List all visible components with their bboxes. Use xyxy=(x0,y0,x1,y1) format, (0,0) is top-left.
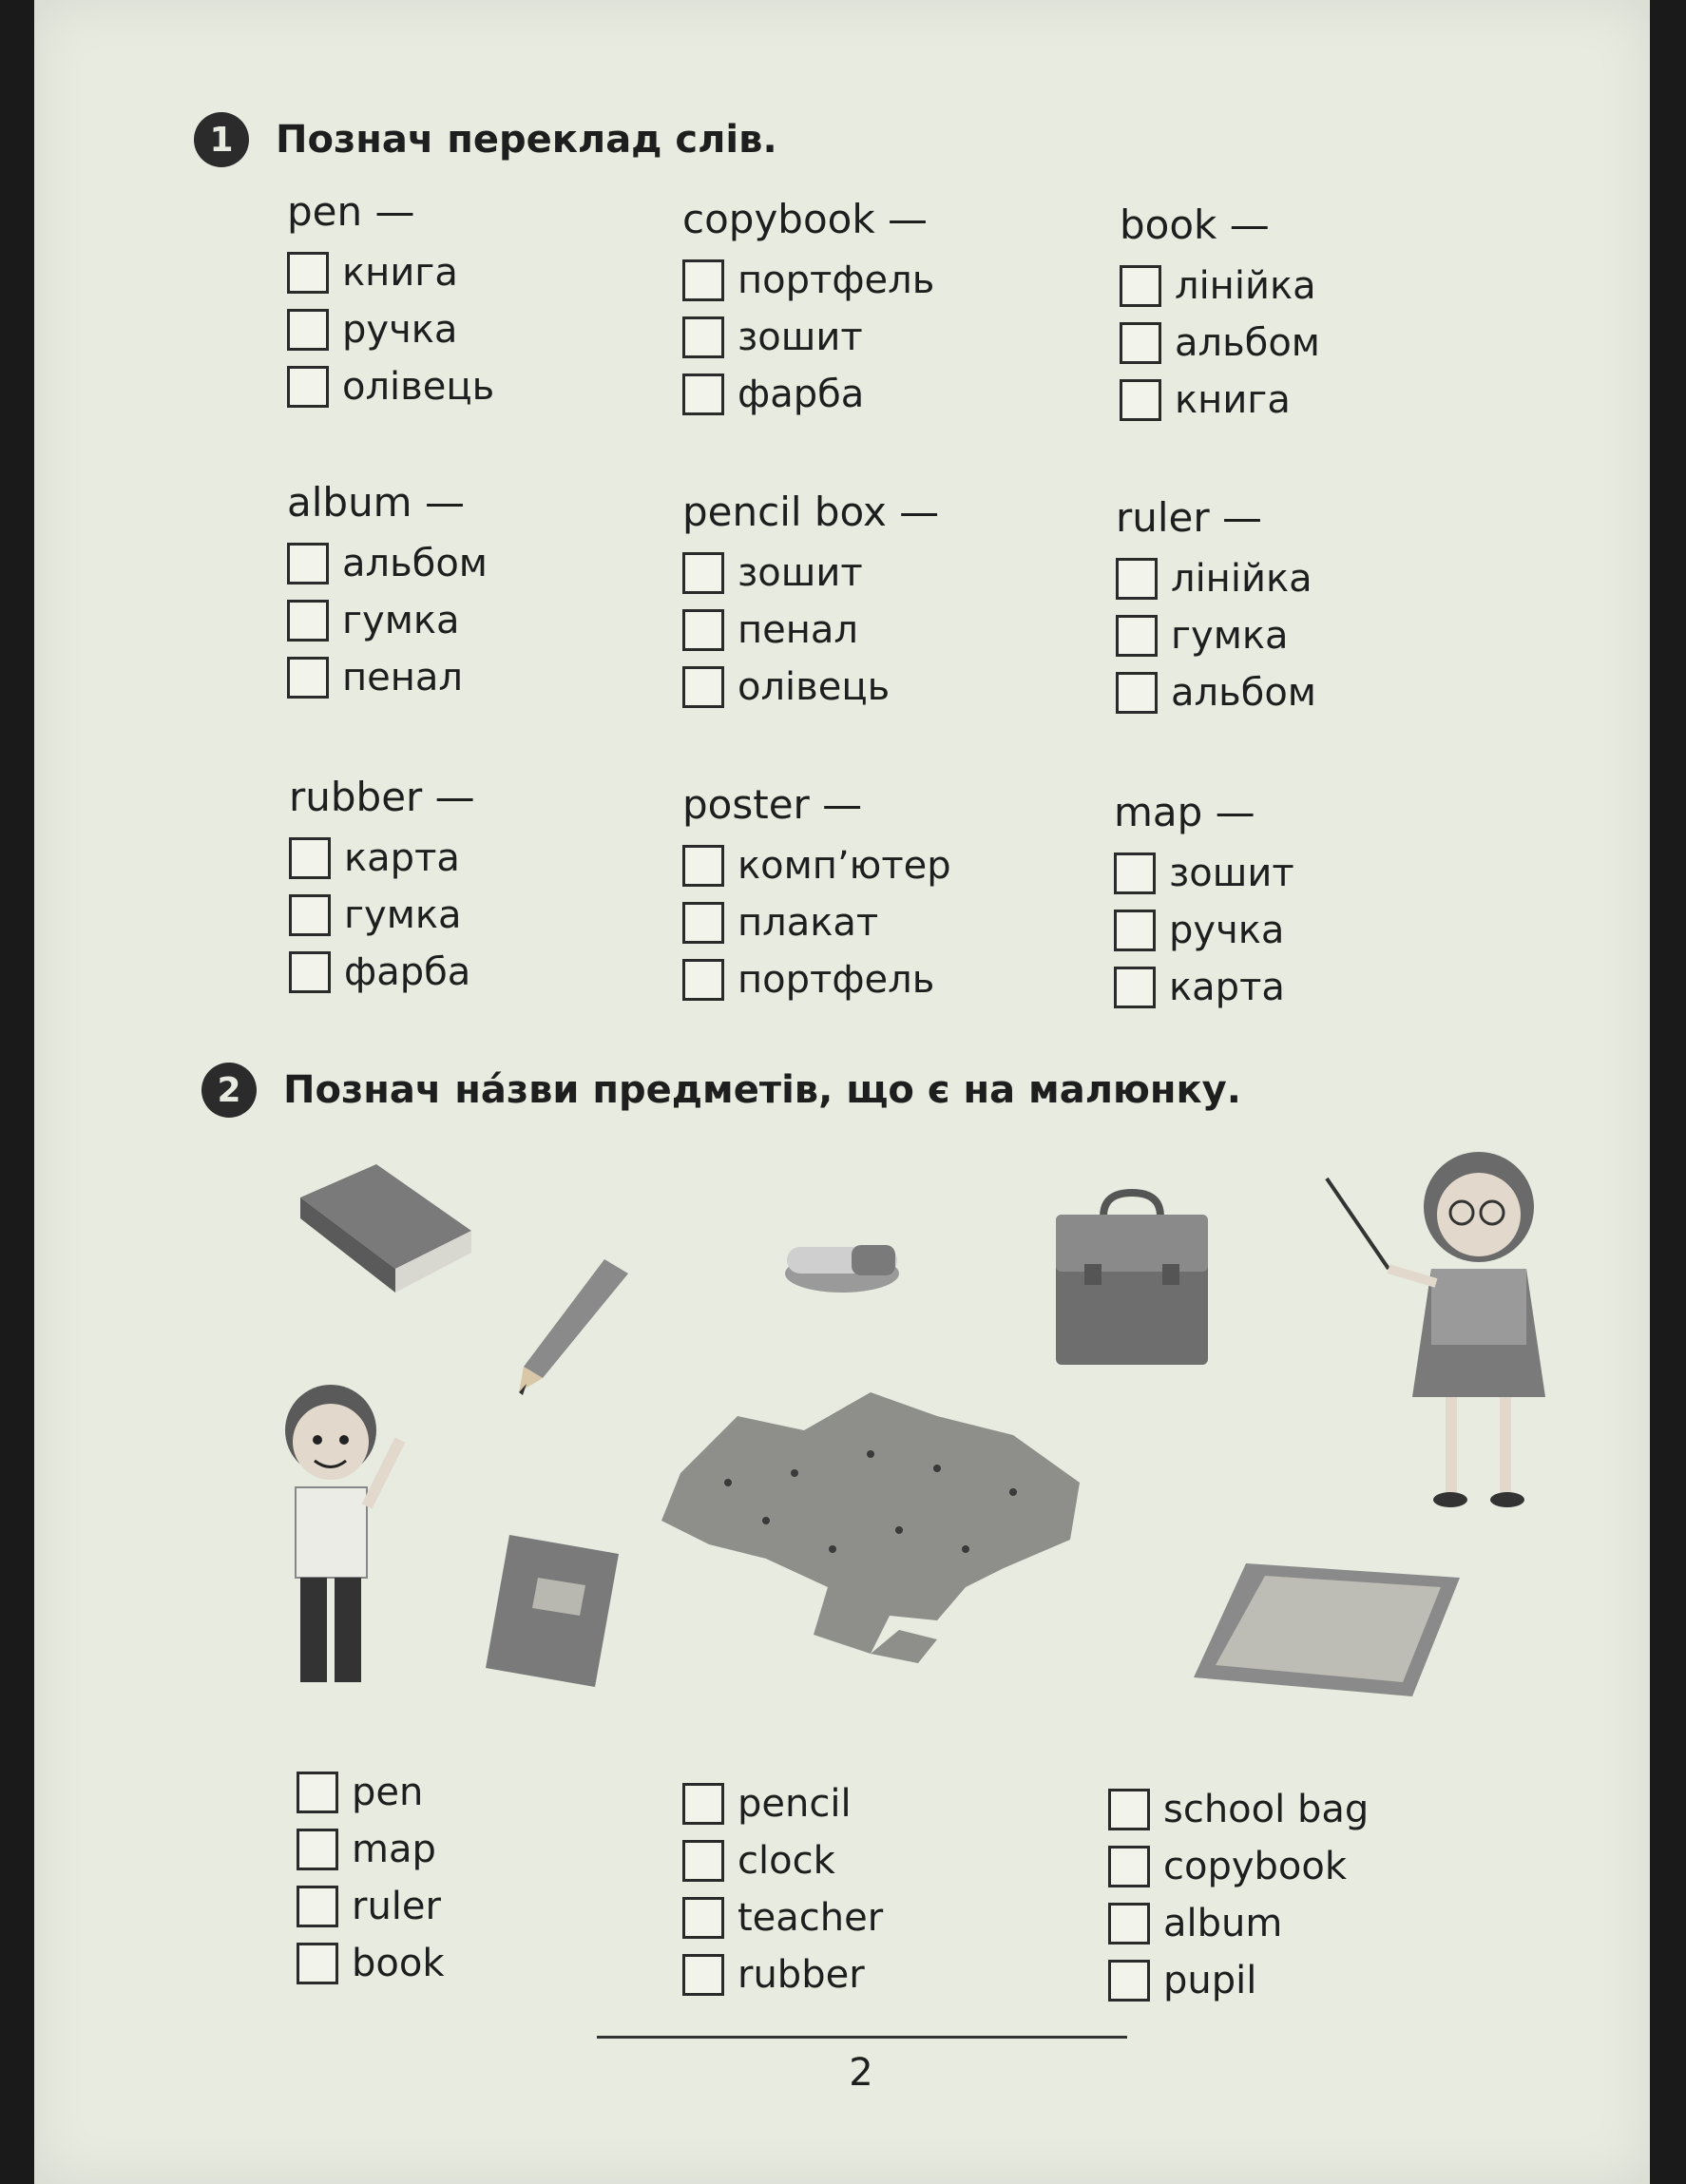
option-label: книга xyxy=(342,251,458,295)
pupil-illustration xyxy=(272,1383,424,1696)
option-label: карта xyxy=(344,836,460,880)
answer-option xyxy=(682,837,1101,894)
item-option xyxy=(682,1889,1101,1946)
checkbox[interactable] xyxy=(682,1783,724,1825)
teacher-illustration xyxy=(1289,1140,1564,1521)
answer-option xyxy=(287,592,705,649)
item-label: pupil xyxy=(1163,1959,1257,2002)
section-2-header xyxy=(201,1063,1241,1118)
item-option xyxy=(297,1935,715,1992)
answer-option xyxy=(1114,902,1532,959)
checkbox[interactable] xyxy=(297,1829,338,1870)
answer-option xyxy=(682,602,1101,659)
answer-option xyxy=(289,944,707,1001)
section-1-title: Познач переклад слів. xyxy=(276,118,777,162)
checkbox[interactable] xyxy=(682,316,724,358)
answer-option xyxy=(287,358,705,415)
option-label: книга xyxy=(1175,378,1291,422)
checkbox[interactable] xyxy=(287,252,329,294)
checkbox[interactable] xyxy=(1116,558,1158,600)
items-column-3 xyxy=(1108,1781,1526,2009)
section-1-number-badge: 1 xyxy=(194,112,249,167)
checkbox[interactable] xyxy=(682,374,724,415)
item-label: school bag xyxy=(1163,1788,1370,1831)
word-group-album xyxy=(287,479,705,706)
checkbox[interactable] xyxy=(287,600,329,642)
word-group-pencil-box xyxy=(682,489,1101,716)
checkbox[interactable] xyxy=(287,309,329,351)
word-group-copybook xyxy=(682,196,1101,423)
answer-option xyxy=(682,309,1101,366)
item-label: teacher xyxy=(738,1896,884,1940)
item-label: copybook xyxy=(1163,1845,1348,1888)
answer-option xyxy=(287,301,705,358)
copybook-illustration xyxy=(481,1530,623,1692)
option-label: гумка xyxy=(1171,614,1289,658)
section-2-title: Познач на́зви предметів, що є на малюнку. xyxy=(283,1068,1241,1112)
answer-option xyxy=(289,887,707,944)
option-label: зошит xyxy=(738,551,863,595)
item-option xyxy=(682,1832,1101,1889)
word-group-ruler xyxy=(1116,494,1534,721)
english-word: copybook — xyxy=(682,196,929,242)
item-label: pen xyxy=(352,1771,424,1814)
word-group-rubber xyxy=(289,774,707,1001)
answer-option xyxy=(1120,315,1538,372)
answer-option xyxy=(1120,372,1538,429)
checkbox[interactable] xyxy=(297,1772,338,1813)
option-label: альбом xyxy=(1171,671,1316,715)
english-word: ruler — xyxy=(1116,494,1263,541)
rubber-illustration xyxy=(776,1226,909,1302)
answer-option xyxy=(682,366,1101,423)
item-label: map xyxy=(352,1828,436,1871)
school-bag-illustration xyxy=(1051,1188,1213,1369)
items-column-2 xyxy=(682,1775,1101,2003)
option-label: олівець xyxy=(738,665,891,709)
items-column-1 xyxy=(297,1764,715,1992)
answer-option xyxy=(287,649,705,706)
english-word: rubber — xyxy=(289,774,475,820)
page-number: 2 xyxy=(849,2051,873,2095)
section-1-header xyxy=(194,112,777,167)
answer-option xyxy=(682,951,1101,1008)
item-option xyxy=(1108,1781,1526,1838)
item-option xyxy=(1108,1838,1526,1895)
option-label: ручка xyxy=(342,308,458,352)
album-illustration xyxy=(1189,1559,1465,1701)
checkbox[interactable] xyxy=(1120,265,1161,307)
option-label: зошит xyxy=(1169,852,1294,895)
option-label: лінійка xyxy=(1171,557,1312,601)
section-2-number-badge: 2 xyxy=(201,1063,257,1118)
item-option xyxy=(682,1775,1101,1832)
checkbox[interactable] xyxy=(1108,1903,1150,1945)
item-option xyxy=(297,1821,715,1878)
checkbox[interactable] xyxy=(287,657,329,699)
item-option xyxy=(1108,1952,1526,2009)
option-label: ручка xyxy=(1169,909,1285,952)
pencil-illustration xyxy=(509,1255,642,1397)
footer-divider xyxy=(597,2036,1127,2039)
answer-option xyxy=(1116,607,1534,664)
checkbox[interactable] xyxy=(289,837,331,879)
english-word: pen — xyxy=(287,188,415,235)
worksheet-page xyxy=(34,0,1650,2184)
item-label: clock xyxy=(738,1839,835,1883)
option-label: альбом xyxy=(1175,321,1320,365)
answer-option xyxy=(1114,959,1532,1016)
checkbox[interactable] xyxy=(289,894,331,936)
checkbox[interactable] xyxy=(682,259,724,301)
item-label: ruler xyxy=(352,1885,441,1928)
checkbox[interactable] xyxy=(1108,1960,1150,2002)
item-option xyxy=(1108,1895,1526,1952)
checkbox[interactable] xyxy=(297,1943,338,1984)
item-label: book xyxy=(352,1942,445,1985)
english-word: album — xyxy=(287,479,465,526)
checkbox[interactable] xyxy=(289,951,331,993)
answer-option xyxy=(682,252,1101,309)
option-label: зошит xyxy=(738,316,863,359)
checkbox[interactable] xyxy=(682,959,724,1001)
map-of-ukraine-illustration xyxy=(652,1378,1099,1673)
checkbox[interactable] xyxy=(1120,379,1161,421)
option-label: гумка xyxy=(344,893,462,937)
word-group-pen xyxy=(287,188,705,415)
english-word: book — xyxy=(1120,201,1270,248)
answer-option xyxy=(1120,258,1538,315)
option-label: лінійка xyxy=(1175,264,1316,308)
option-label: плакат xyxy=(738,901,879,945)
answer-option xyxy=(289,830,707,887)
checkbox[interactable] xyxy=(297,1886,338,1927)
checkbox[interactable] xyxy=(287,366,329,408)
checkbox[interactable] xyxy=(682,1840,724,1882)
checkbox[interactable] xyxy=(682,609,724,651)
item-option xyxy=(297,1878,715,1935)
checkbox[interactable] xyxy=(682,666,724,708)
item-option xyxy=(682,1946,1101,2003)
answer-option xyxy=(287,535,705,592)
checkbox[interactable] xyxy=(682,1897,724,1939)
checkbox[interactable] xyxy=(1114,910,1156,951)
checkbox[interactable] xyxy=(287,543,329,584)
checkbox[interactable] xyxy=(1108,1789,1150,1830)
checkbox[interactable] xyxy=(1114,967,1156,1008)
answer-option xyxy=(682,659,1101,716)
option-label: гумка xyxy=(342,599,460,642)
option-label: фарба xyxy=(738,373,865,416)
checkbox[interactable] xyxy=(1114,853,1156,894)
answer-option xyxy=(287,244,705,301)
answer-option xyxy=(682,894,1101,951)
english-word: map — xyxy=(1114,789,1255,835)
item-option xyxy=(297,1764,715,1821)
checkbox[interactable] xyxy=(682,845,724,887)
book-illustration xyxy=(291,1159,481,1312)
option-label: карта xyxy=(1169,966,1285,1009)
word-group-poster xyxy=(682,781,1101,1008)
answer-option xyxy=(682,545,1101,602)
checkbox[interactable] xyxy=(682,552,724,594)
option-label: альбом xyxy=(342,542,488,585)
answer-option xyxy=(1114,845,1532,902)
item-label: album xyxy=(1163,1902,1283,1945)
checkbox[interactable] xyxy=(1116,672,1158,714)
option-label: портфель xyxy=(738,958,935,1002)
answer-option xyxy=(1116,664,1534,721)
answer-option xyxy=(1116,550,1534,607)
checkbox[interactable] xyxy=(682,1954,724,1996)
option-label: олівець xyxy=(342,365,495,409)
checkbox[interactable] xyxy=(1116,615,1158,657)
word-group-map xyxy=(1114,789,1532,1016)
option-label: портфель xyxy=(738,259,935,302)
option-label: пенал xyxy=(738,608,858,652)
item-label: pencil xyxy=(738,1782,852,1826)
option-label: комп’ютер xyxy=(738,844,951,888)
word-group-book xyxy=(1120,201,1538,429)
item-label: rubber xyxy=(738,1953,865,1997)
checkbox[interactable] xyxy=(1120,322,1161,364)
checkbox[interactable] xyxy=(682,902,724,944)
english-word: poster — xyxy=(682,781,863,828)
checkbox[interactable] xyxy=(1108,1846,1150,1887)
english-word: pencil box — xyxy=(682,489,940,535)
option-label: пенал xyxy=(342,656,463,699)
option-label: фарба xyxy=(344,950,471,994)
